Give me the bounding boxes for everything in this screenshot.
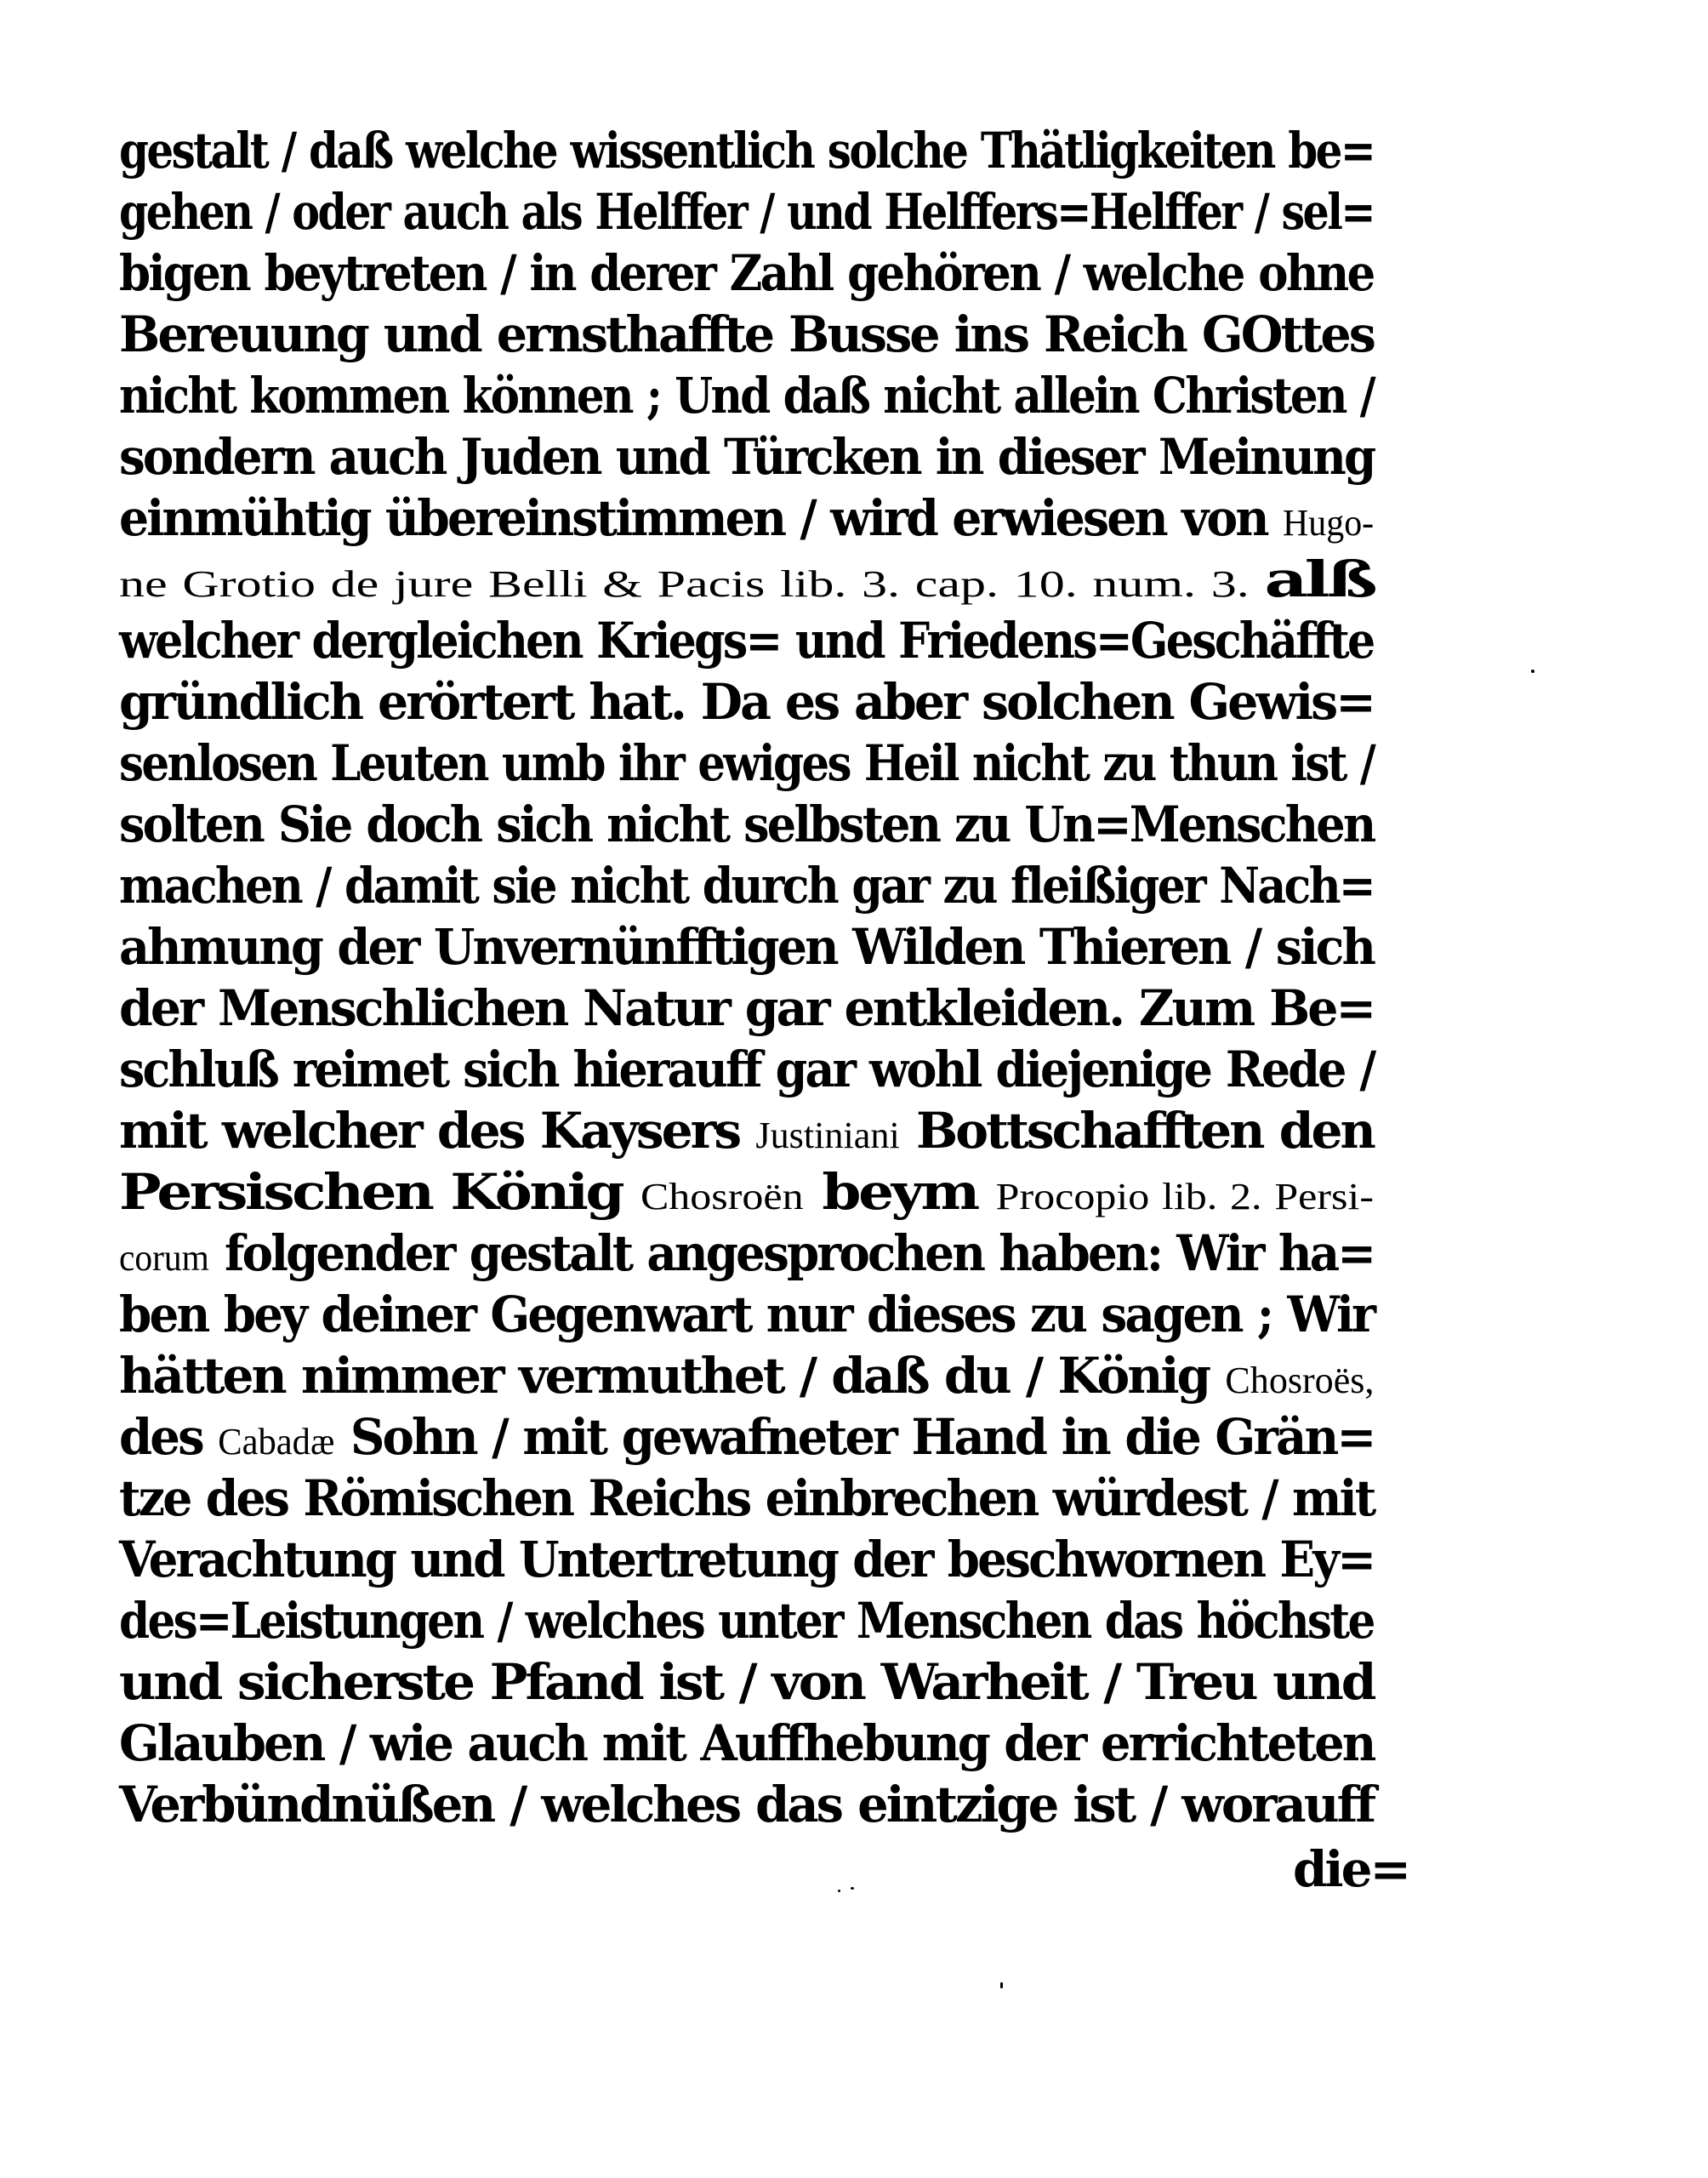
text-line [119,793,1374,854]
fraktur-phrase: welcher dergleichen Kriegs= und Friedens=Geschäffte [119,612,1374,670]
fraktur-phrase: nicht kommen können ; Und daß nicht allein Christen / [119,367,1374,425]
fraktur-phrase: Bereuung und ernsthaffte Busse ins Reich GOttes [119,305,1374,363]
text-line [119,1099,1374,1160]
latin-phrase: Chosroës, [1225,1360,1375,1401]
text-line [119,1589,1374,1651]
text-line-content [119,428,1375,486]
text-line [119,119,1374,180]
fraktur-phrase: des [119,1408,219,1466]
text-line [119,609,1374,670]
text-line [119,1712,1374,1773]
fraktur-phrase: beym [803,1163,996,1221]
text-line [119,732,1374,793]
text-line-content [119,1163,1374,1221]
fraktur-phrase: folgender gestalt angesprochen haben: Wir ha= [208,1224,1375,1282]
text-line-content [119,857,1375,915]
text-line-content [119,1286,1375,1343]
fraktur-phrase: senlosen Leuten umb ihr ewiges Heil nicht zu thun ist / [119,734,1375,792]
fraktur-phrase: ben bey deiner Gegenwart nur dieses zu sagen ; Wir [119,1286,1375,1343]
scan-speck [838,1890,840,1892]
fraktur-phrase: schluß reimet sich hierauff gar wohl diejenige Rede / [119,1041,1375,1098]
text-line [119,1038,1374,1099]
fraktur-phrase: mit welcher des Kaysers [119,1102,756,1160]
text-line [119,1344,1374,1405]
fraktur-phrase: einmühtig übereinstimmen / wird erwiesen von [119,489,1284,547]
latin-phrase: ne Grotio de jure Belli & Pacis lib. 3. cap. 10. num. 3. [119,563,1265,605]
text-line-content [119,183,1374,241]
fraktur-phrase: bigen beytreten / in derer Zahl gehören / welche ohne [119,244,1374,302]
fraktur-phrase: Glauben / wie auch mit Auffhebung der errichteten [119,1714,1375,1772]
fraktur-phrase: hätten nimmer vermuthet / daß du / König [119,1347,1226,1405]
text-line [119,487,1374,548]
text-line [119,1160,1374,1222]
text-line-content [119,1408,1375,1466]
text-line [119,548,1374,609]
fraktur-phrase: solten Sie doch sich nicht selbsten zu Un=Menschen [119,795,1375,853]
text-line-content [119,122,1375,180]
latin-phrase: corum [119,1237,209,1279]
text-line-content [119,550,1375,608]
scan-speck [1531,670,1534,673]
text-line-content [119,612,1374,670]
text-line [119,977,1374,1038]
text-line [119,1467,1374,1528]
text-line [119,242,1374,303]
fraktur-phrase: des=Leistungen / welches unter Menschen das höchste [119,1592,1374,1650]
fraktur-phrase: machen / damit sie nicht durch gar zu fleißiger Nach= [119,857,1375,915]
text-line [119,1222,1374,1283]
text-line [119,180,1374,242]
text-line-content [119,489,1375,547]
catchword: die= [1293,1840,1409,1898]
text-line-content [119,1531,1375,1588]
latin-phrase: Cabadæ [218,1421,335,1462]
fraktur-phrase: Sohn / mit gewafneter Hand in die Grän= [334,1408,1375,1466]
text-line-content [119,1714,1375,1772]
text-line [119,670,1374,732]
text-line-content [119,1224,1375,1282]
fraktur-phrase: und sicherste Pfand ist / von Warheit / Treu und [119,1653,1375,1711]
latin-phrase: Chosroën [640,1176,804,1217]
latin-phrase: Hugo- [1283,502,1375,544]
text-line [119,364,1374,425]
fraktur-phrase: gehen / oder auch als Helffer / und Helffers=Helffer / sel= [119,183,1374,241]
fraktur-phrase: der Menschlichen Natur gar entkleiden. Zum Be= [119,979,1375,1037]
fraktur-phrase: Bottschafften den [899,1102,1374,1160]
fraktur-phrase: tze des Römischen Reichs einbrechen würdest / mit [119,1469,1375,1527]
text-line-content [119,673,1375,731]
text-line [119,1773,1374,1834]
text-line-content [119,795,1375,853]
text-line-content [119,1347,1375,1405]
text-line-content [119,305,1374,363]
text-line [119,1651,1374,1712]
fraktur-phrase: Verachtung und Untertretung der beschwornen Ey= [119,1531,1375,1588]
text-line-content [119,244,1374,302]
text-line-content [119,367,1374,425]
scan-speck [1000,1982,1003,1988]
body-text [119,119,1374,1834]
text-line [119,1405,1374,1467]
fraktur-phrase: ahmung der Unvernünfftigen Wilden Thieren / sich [119,918,1375,976]
latin-phrase: Procopio lib. 2. Persi- [995,1176,1374,1217]
fraktur-phrase: Verbündnüßen / welches das eintzige ist / worauff [119,1776,1375,1833]
fraktur-phrase: sondern auch Juden und Türcken in dieser Meinung [119,428,1375,486]
text-line-content [119,1592,1374,1650]
text-line-content [119,1776,1375,1833]
text-line [119,854,1374,915]
text-line-content [119,1041,1375,1098]
fraktur-phrase: alß [1264,550,1375,608]
text-line-content [119,1653,1375,1711]
latin-phrase: Justiniani [755,1115,900,1156]
fraktur-phrase: gestalt / daß welche wissentlich solche Thätligkeiten be= [119,122,1375,180]
text-line [119,915,1374,977]
fraktur-phrase: gründlich erörtert hat. Da es aber solchen Gewis= [119,673,1375,731]
text-line-content [119,918,1375,976]
scan-speck [851,1887,854,1890]
text-line [119,303,1374,364]
text-line-content [119,979,1375,1037]
text-line-content [119,734,1375,792]
text-line-content [119,1102,1374,1160]
text-line-content [119,1469,1375,1527]
text-line [119,1283,1374,1344]
fraktur-phrase: Persischen König [119,1163,640,1221]
text-line [119,1528,1374,1589]
text-line [119,425,1374,487]
